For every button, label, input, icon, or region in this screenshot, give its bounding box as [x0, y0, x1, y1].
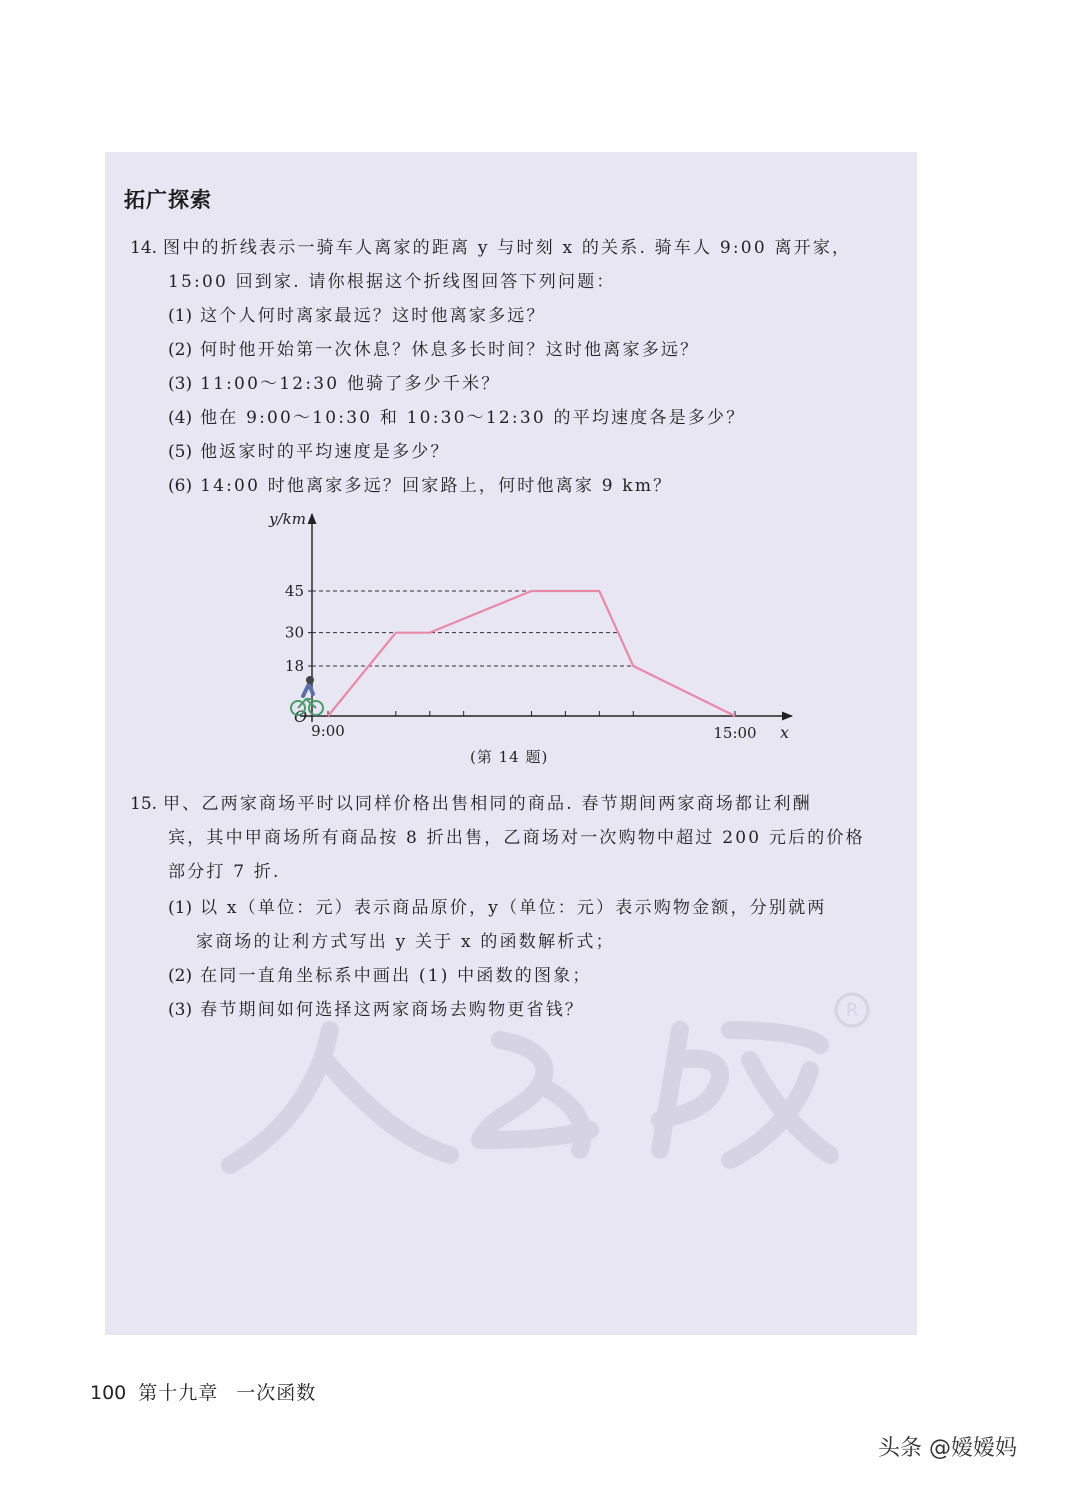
q14-sub-2	[168, 338, 699, 362]
q15-sub-2-label: (2)	[168, 966, 193, 986]
q14-sub-1	[168, 304, 546, 328]
source-credit: 头条 @嫒嫒妈	[878, 1436, 1017, 1461]
section-title: 拓广探索	[124, 188, 212, 212]
q14-sub-5-label: (5)	[168, 442, 193, 462]
distance-time-chart	[220, 506, 810, 766]
chart-svg	[220, 506, 810, 746]
q14-sub-1-label: (1)	[168, 306, 193, 326]
page-footer	[90, 1378, 316, 1405]
q14-sub-4-label: (4)	[168, 408, 193, 428]
q14-sub-4-text: 他在 9:00～10:30 和 10:30～12:30 的平均速度各是多少？	[200, 408, 746, 428]
q14-sub-6	[168, 474, 672, 498]
q14-text-2: 15:00 回到家. 请你根据这个折线图回答下列问题：	[168, 272, 616, 292]
x-tick-label-start: 9:00	[311, 722, 345, 740]
q14-sub-2-text: 何时他开始第一次休息？休息多长时间？这时他离家多远？	[200, 340, 700, 360]
q15-line-1	[130, 792, 812, 816]
chapter-topic: 一次函数	[236, 1382, 317, 1404]
q15-sub-1-text-2: 家商场的让利方式写出 y 关于 x 的函数解析式；	[196, 932, 615, 952]
chapter-label: 第十九章	[138, 1382, 219, 1404]
figure-caption: (第 14 题)	[470, 748, 549, 766]
q15-sub-3-text: 春节期间如何选择这两家商场去购物更省钱？	[200, 1000, 585, 1020]
q14-sub-3	[168, 372, 500, 396]
q15-text-2: 宾，其中甲商场所有商品按 8 折出售，乙商场对一次购物中超过 200 元后的价格	[168, 828, 865, 848]
q14-sub-5-text: 他返家时的平均速度是多少？	[200, 442, 450, 462]
y-tick-label-30: 30	[284, 623, 304, 642]
q14-sub-5	[168, 440, 450, 464]
distance-polyline	[328, 591, 735, 716]
q14-number: 14.	[130, 238, 158, 258]
q14-text-1: 图中的折线表示一骑车人离家的距离 y 与时刻 x 的关系. 骑车人 9:00 离开家，	[163, 238, 852, 258]
x-axis-label: x	[780, 723, 790, 742]
q15-text-1: 甲、乙两家商场平时以同样价格出售相同的商品. 春节期间两家商场都让利酬	[163, 794, 812, 814]
q14-line-1	[130, 236, 851, 260]
q14-sub-6-text: 14:00 时他离家多远？回家路上，何时他离家 9 km？	[200, 476, 673, 496]
q15-sub-2	[168, 964, 592, 988]
q15-sub-1-label: (1)	[168, 898, 193, 918]
q15-sub-1-text-1: 以 x（单位：元）表示商品原价，y（单位：元）表示购物金额，分别就两	[200, 898, 827, 918]
q15-number: 15.	[130, 794, 158, 814]
q14-sub-6-label: (6)	[168, 476, 193, 496]
q15-sub-1	[168, 896, 827, 920]
y-tick-label-45: 45	[284, 582, 304, 600]
x-tick-label-end: 15:00	[713, 724, 757, 742]
q14-sub-1-text: 这个人何时离家最远？这时他离家多远？	[200, 306, 546, 326]
q15-text-3: 部分打 7 折.	[168, 862, 281, 882]
publisher-watermark-logo	[210, 990, 890, 1180]
page-number: 100	[90, 1382, 127, 1404]
origin-label: O	[294, 707, 308, 726]
svg-text:R: R	[845, 1000, 859, 1021]
y-tick-label-18: 18	[284, 657, 304, 675]
q14-sub-3-text: 11:00～12:30 他骑了多少千米？	[200, 374, 501, 394]
q15-sub-3-label: (3)	[168, 1000, 193, 1020]
y-axis-label: y/km	[269, 510, 306, 528]
q14-sub-4	[168, 406, 745, 430]
q14-sub-2-label: (2)	[168, 340, 193, 360]
q14-sub-3-label: (3)	[168, 374, 193, 394]
q15-sub-2-text: 在同一直角坐标系中画出 (1) 中函数的图象；	[200, 966, 592, 986]
